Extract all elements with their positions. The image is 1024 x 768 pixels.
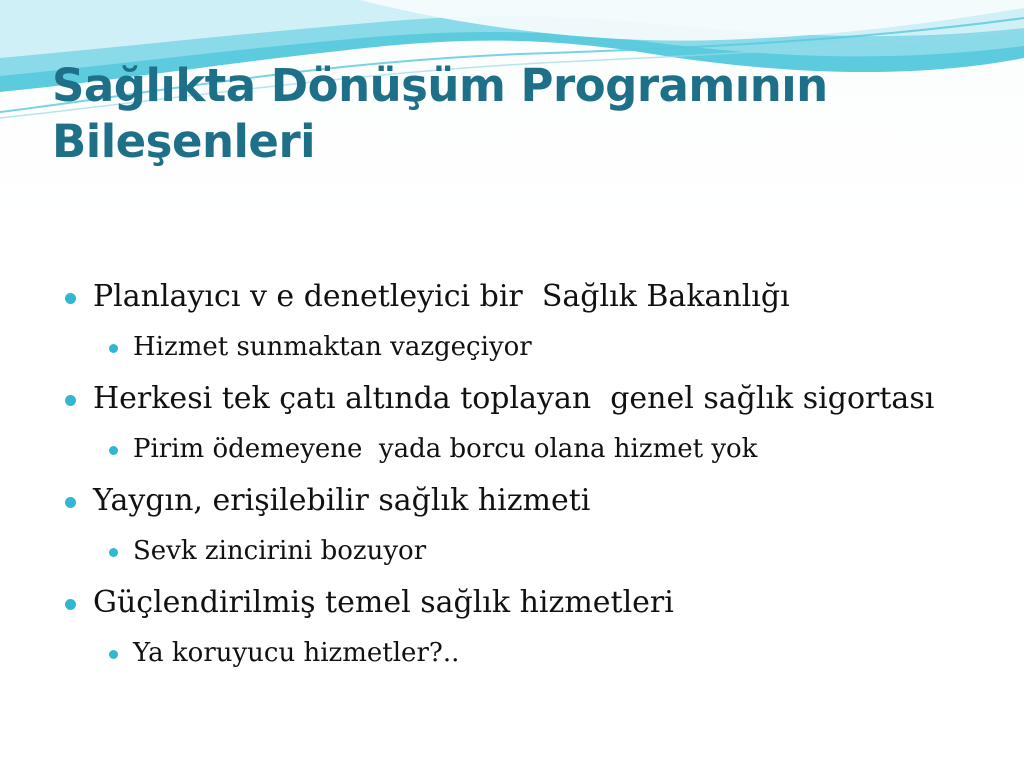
bullet-item-level-1 (60, 474, 1010, 528)
bullet-list (60, 270, 1010, 678)
sub-bullet-icon (109, 650, 118, 659)
bullet-icon (65, 599, 76, 610)
bullet-item-level-2 (60, 324, 1010, 372)
sub-bullet-text: Ya koruyucu hizmetler?.. (133, 638, 460, 668)
sub-bullet-icon (109, 344, 118, 353)
bullet-item-level-1 (60, 372, 1010, 426)
bullet-item-level-1 (60, 576, 1010, 630)
bullet-text: Planlayıcı v e denetleyici bir Sağlık Bakanlığı (93, 279, 790, 314)
sub-bullet-icon (109, 446, 118, 455)
bullet-item-level-2 (60, 528, 1010, 576)
bullet-text: Herkesi tek çatı altında toplayan genel sağlık sigortası (93, 381, 935, 416)
bullet-text: Yaygın, erişilebilir sağlık hizmeti (93, 483, 591, 518)
sub-bullet-text: Hizmet sunmaktan vazgeçiyor (133, 332, 532, 362)
bullet-item-level-1 (60, 270, 1010, 324)
bullet-icon (65, 395, 76, 406)
bullet-icon (65, 293, 76, 304)
sub-bullet-text: Pirim ödemeyene yada borcu olana hizmet yok (133, 434, 758, 464)
bullet-icon (65, 497, 76, 508)
bullet-text: Güçlendirilmiş temel sağlık hizmetleri (93, 585, 674, 620)
bullet-item-level-2 (60, 426, 1010, 474)
bullet-item-level-2 (60, 630, 1010, 678)
sub-bullet-icon (109, 548, 118, 557)
sub-bullet-text: Sevk zincirini bozuyor (133, 536, 427, 566)
slide-title: Sağlıkta Dönüşüm Programının Bileşenleri (52, 59, 828, 169)
